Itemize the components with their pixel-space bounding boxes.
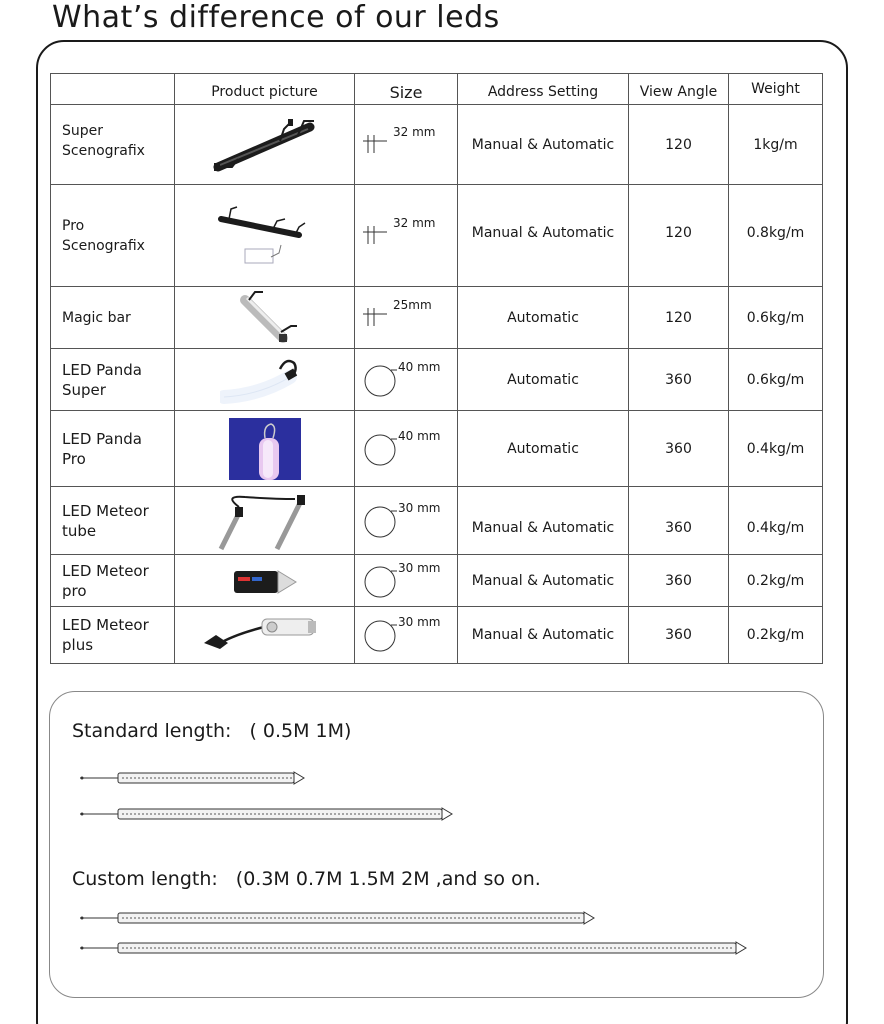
product-picture: [175, 487, 355, 555]
size-value: 25mm: [393, 297, 432, 312]
table-row: [51, 607, 823, 664]
custom-length-title: Custom length:: [72, 868, 218, 890]
size-value: 30 mm: [398, 560, 441, 575]
product-name: LED Meteor tube: [51, 487, 175, 555]
profile-dimension-icon: [363, 220, 387, 246]
header-weight: Weight: [729, 74, 823, 105]
product-picture: [175, 411, 355, 487]
product-name: Pro Scenografix: [51, 185, 175, 287]
product-size: [355, 487, 458, 555]
size-value: 30 mm: [398, 500, 441, 515]
bar-fixture-icon: [210, 115, 320, 175]
page-title: What’s difference of our leds: [52, 0, 500, 35]
meteor-plus-icon: [200, 613, 330, 657]
spec-table: [50, 73, 823, 664]
address-setting: Automatic: [458, 287, 629, 349]
round-profile-icon: [363, 619, 397, 653]
panda-tube-icon: [220, 355, 310, 405]
address-setting: Manual & Automatic: [458, 607, 629, 664]
weight: 0.6kg/m: [729, 287, 823, 349]
product-size: [355, 185, 458, 287]
magic-bar-icon: [225, 290, 305, 346]
table-header-row: [51, 74, 823, 105]
header-view-angle: View Angle: [629, 74, 729, 105]
profile-dimension-icon: [363, 129, 387, 155]
standard-length-label: [72, 720, 351, 742]
round-profile-icon: [363, 364, 397, 398]
weight: 0.8kg/m: [729, 185, 823, 287]
tube-0-5m-icon: [80, 770, 310, 786]
custom-length-options: (0.3M 0.7M 1.5M 2M ,and so on.: [235, 868, 541, 890]
weight: 0.2kg/m: [729, 607, 823, 664]
tube-custom-long-icon: [80, 940, 760, 956]
view-angle: 360: [629, 607, 729, 664]
profile-dimension-icon: [363, 302, 387, 328]
product-name: LED Meteor pro: [51, 555, 175, 607]
size-mark: [355, 216, 457, 256]
product-size: [355, 607, 458, 664]
size-mark: [355, 615, 457, 655]
product-name: LED Meteor plus: [51, 607, 175, 664]
table-row: [51, 487, 823, 555]
product-picture: [175, 185, 355, 287]
table-row: [51, 185, 823, 287]
size-value: 40 mm: [398, 428, 441, 443]
product-picture: [175, 555, 355, 607]
length-options-box: [49, 691, 824, 998]
bar-fixture-icon: [215, 201, 315, 271]
header-blank: [51, 74, 175, 105]
product-name: LED Panda Super: [51, 349, 175, 411]
weight: 0.4kg/m: [729, 487, 823, 555]
table-row: [51, 105, 823, 185]
product-size: [355, 555, 458, 607]
address-setting: Manual & Automatic: [458, 185, 629, 287]
product-name: LED Panda Pro: [51, 411, 175, 487]
custom-length-label: [72, 868, 541, 890]
view-angle: 360: [629, 411, 729, 487]
size-value: 40 mm: [398, 359, 441, 374]
weight: 0.2kg/m: [729, 555, 823, 607]
address-setting: Manual & Automatic: [458, 105, 629, 185]
meteor-tube-icon: [215, 491, 315, 551]
weight: 0.6kg/m: [729, 349, 823, 411]
weight: 0.4kg/m: [729, 411, 823, 487]
header-product-picture: Product picture: [175, 74, 355, 105]
weight: 1kg/m: [729, 105, 823, 185]
product-picture: [175, 349, 355, 411]
size-mark: [355, 125, 457, 165]
view-angle: 360: [629, 349, 729, 411]
view-angle: 120: [629, 287, 729, 349]
product-size: [355, 411, 458, 487]
table-row: [51, 411, 823, 487]
standard-length-title: Standard length:: [72, 720, 232, 742]
product-size: [355, 349, 458, 411]
product-size: [355, 105, 458, 185]
size-mark: [355, 561, 457, 601]
standard-length-options: ( 0.5M 1M): [249, 720, 352, 742]
meteor-pro-icon: [230, 563, 300, 599]
size-value: 30 mm: [398, 615, 441, 629]
round-profile-icon: [363, 505, 397, 539]
view-angle: 120: [629, 185, 729, 287]
round-profile-icon: [363, 565, 397, 599]
size-value: 32 mm: [393, 215, 436, 230]
size-mark: [355, 360, 457, 400]
size-mark: [355, 429, 457, 469]
view-angle: 360: [629, 555, 729, 607]
tube-custom-short-icon: [80, 910, 600, 926]
table-row: [51, 287, 823, 349]
table-row: [51, 349, 823, 411]
product-picture: [175, 105, 355, 185]
size-mark: [355, 501, 457, 541]
view-angle: 120: [629, 105, 729, 185]
product-picture: [175, 607, 355, 664]
product-name: Super Scenografix: [51, 105, 175, 185]
address-setting: Automatic: [458, 349, 629, 411]
table-row: [51, 555, 823, 607]
size-mark: [355, 298, 457, 338]
round-profile-icon: [363, 433, 397, 467]
product-size: [355, 287, 458, 349]
header-address-setting: Address Setting: [458, 74, 629, 105]
view-angle: 360: [629, 487, 729, 555]
address-setting: Manual & Automatic: [458, 487, 629, 555]
product-name: Magic bar: [51, 287, 175, 349]
address-setting: Manual & Automatic: [458, 555, 629, 607]
address-setting: Automatic: [458, 411, 629, 487]
header-size: Size: [355, 74, 458, 105]
panda-pro-photo-icon: [229, 418, 301, 480]
size-value: 32 mm: [393, 124, 436, 139]
tube-1m-icon: [80, 806, 460, 822]
product-picture: [175, 287, 355, 349]
